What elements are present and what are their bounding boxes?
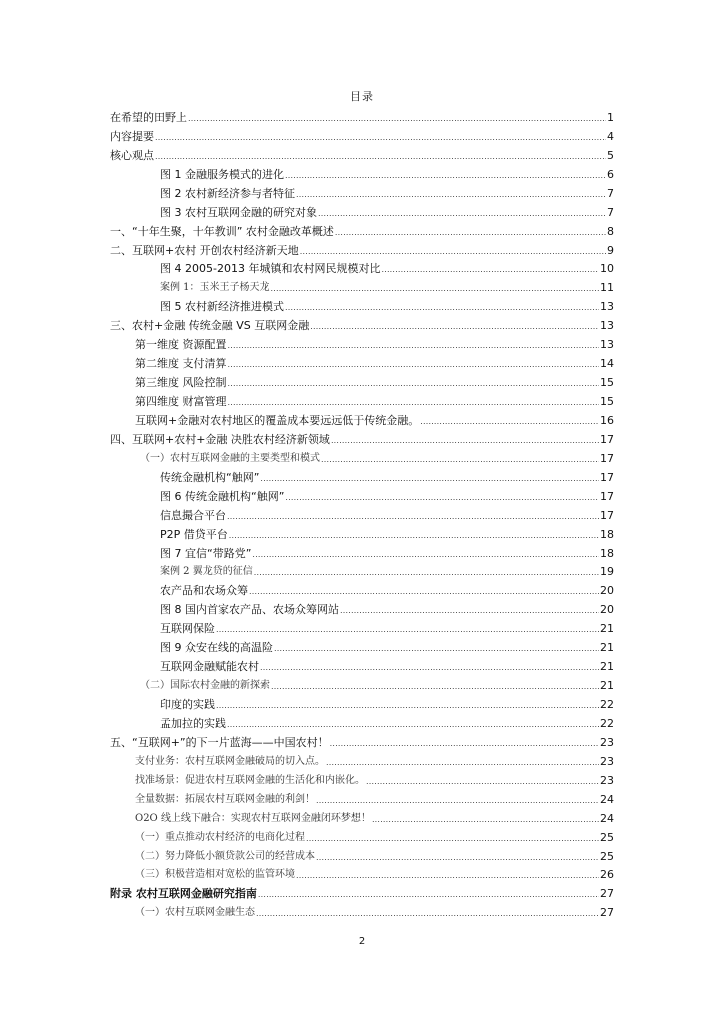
dot-leader (285, 302, 599, 314)
toc-entry-label: 第二维度 支付清算 (135, 357, 227, 371)
toc-entry[interactable] (110, 882, 614, 901)
dot-leader (296, 189, 606, 201)
dot-leader (296, 870, 599, 882)
toc-entry-label: 案例 1：玉米王子杨天龙 (160, 282, 270, 294)
toc-entry-page: 21 (600, 679, 614, 693)
toc-entry-page: 17 (600, 470, 614, 484)
toc-entry-label: 附录 农村互联网金融研究指南 (110, 887, 257, 901)
toc-entry[interactable] (110, 845, 614, 864)
toc-entry-label: 孟加拉的实践 (160, 716, 226, 730)
toc-entry-page: 17 (600, 489, 614, 503)
toc-entry[interactable] (110, 523, 614, 542)
toc-entry-label: 四、互联网+农村+金融 决胜农村经济新领域 (110, 432, 330, 446)
toc-entry[interactable] (110, 788, 614, 807)
toc-entry-label: 二、互联网+农村 开创农村经济新天地 (110, 243, 299, 257)
dot-leader (330, 738, 599, 750)
dot-leader (228, 378, 600, 390)
toc-entry-page: 20 (600, 584, 614, 598)
dot-leader (254, 567, 599, 579)
toc-entry[interactable] (110, 712, 614, 731)
toc-entry[interactable] (110, 561, 614, 580)
toc-entry-label: 案例 2 翼龙贷的征信 (160, 566, 253, 578)
toc-entry-label: 五、“互联网+”的下一片蓝海——中国农村！ (110, 735, 329, 749)
toc-entry-label: 全量数据：拓展农村互联网金融的利剑！ (135, 793, 315, 805)
dot-leader (155, 132, 606, 144)
toc-entry-label: 印度的实践 (160, 698, 215, 711)
toc-entry[interactable] (110, 636, 614, 655)
toc-entry[interactable] (110, 485, 614, 504)
toc-entry-page: 17 (600, 508, 614, 522)
toc-entry-label: （一）重点推动农村经济的电商化过程 (135, 831, 305, 843)
toc-entry-page: 18 (600, 527, 614, 541)
toc-title: 目录 (350, 90, 374, 103)
toc-entry[interactable] (110, 333, 614, 352)
page-number: 2 (358, 936, 366, 947)
dot-leader (318, 208, 606, 220)
dot-leader (420, 416, 599, 428)
toc-entry-page: 20 (600, 603, 614, 617)
toc-entry-label: 图 8 国内首家农产品、农场众筹网站 (160, 603, 339, 617)
toc-entry-label: （一）农村互联网金融的主要类型和模式 (140, 452, 320, 464)
dot-leader (274, 643, 599, 655)
toc-entry-page: 11 (600, 281, 614, 295)
toc-entry[interactable] (110, 466, 614, 485)
dot-leader (227, 511, 599, 523)
toc-entry-page: 15 (600, 376, 614, 390)
toc-entry[interactable] (110, 542, 614, 561)
toc-entry-label: 互联网金融赋能农村 (160, 660, 259, 674)
toc-entry-label: （一）农村互联网金融生态 (135, 907, 255, 919)
dot-leader (256, 908, 599, 920)
toc-entry-page: 13 (600, 338, 614, 352)
toc-entry-label: （三）积极营造相对宽松的监管环境 (135, 869, 295, 881)
toc-entry-page: 7 (607, 205, 614, 219)
toc-entry-page: 27 (600, 906, 614, 920)
toc-entry[interactable] (110, 428, 614, 447)
toc-entry[interactable] (110, 220, 614, 239)
dot-leader (188, 113, 606, 125)
toc-entry-page: 25 (600, 849, 614, 863)
toc-entry-page: 7 (607, 186, 614, 200)
toc-entry-label: 第四维度 财富管理 (135, 395, 227, 408)
toc-entry-page: 21 (600, 660, 614, 674)
dot-leader (258, 889, 599, 901)
toc-entry[interactable] (110, 352, 614, 371)
toc-entry-page: 21 (600, 622, 614, 636)
toc-entry-page: 13 (600, 319, 614, 333)
toc-entry-label: 图 7 宜信“带路党” (160, 546, 252, 560)
toc-entry-label: 三、农村+金融 传统金融 VS 互联网金融 (110, 319, 310, 333)
toc-entry-label: 图 9 众安在线的高温险 (160, 641, 273, 655)
dot-leader (366, 776, 599, 788)
toc-entry-page: 22 (600, 716, 614, 730)
toc-entry[interactable] (110, 163, 614, 182)
toc-entry-label: 第三维度 风险控制 (135, 376, 227, 390)
toc-entry[interactable] (110, 693, 614, 712)
dot-leader (229, 530, 599, 542)
dot-leader (216, 624, 599, 636)
toc-entry-label: 图 5 农村新经济推进模式 (160, 300, 284, 314)
toc-entry-page: 25 (600, 830, 614, 844)
toc-entry[interactable] (110, 295, 614, 314)
dot-leader (300, 246, 606, 258)
toc-entry[interactable] (110, 447, 614, 466)
toc-entry-label: 信息撮合平台 (160, 508, 226, 522)
dot-leader (271, 283, 599, 295)
toc-entry-label: 在希望的田野上 (110, 110, 187, 124)
toc-entry-page: 5 (607, 148, 614, 162)
toc-entry[interactable] (110, 409, 614, 428)
dot-leader (316, 852, 599, 864)
dot-leader (260, 473, 599, 485)
dot-leader (228, 359, 600, 371)
toc-entry[interactable] (110, 769, 614, 788)
toc-entry-page: 18 (600, 546, 614, 560)
toc-entry-page: 17 (600, 451, 614, 465)
toc-entry[interactable] (110, 125, 614, 144)
toc-entry[interactable] (110, 504, 614, 523)
dot-leader (228, 340, 600, 352)
toc-entry-page: 15 (600, 395, 614, 408)
toc-entry[interactable] (110, 674, 614, 693)
dot-leader (340, 605, 599, 617)
toc-entry-label: （二）国际农村金融的新探索 (140, 680, 270, 692)
toc-entry-label: 互联网+金融对农村地区的覆盖成本要远远低于传统金融。 (135, 413, 420, 427)
toc-entry[interactable] (110, 106, 614, 125)
toc-entry-page: 26 (600, 868, 614, 882)
toc-entry[interactable] (110, 731, 614, 750)
toc-entry-label: 内容提要 (110, 129, 154, 143)
dot-leader (227, 719, 599, 731)
toc-entry-page: 23 (600, 773, 614, 787)
toc-entry-page: 14 (600, 357, 614, 371)
dot-leader (285, 170, 606, 182)
toc-entry-page: 19 (600, 565, 614, 579)
dot-leader (271, 681, 599, 693)
toc-entry-label: P2P 借贷平台 (160, 527, 228, 541)
toc-entry-label: 图 1 金融服务模式的进化 (160, 167, 284, 181)
toc-entry-label: 图 2 农村新经济参与者特征 (160, 186, 295, 200)
toc-entry-page: 17 (600, 432, 614, 446)
toc-entry[interactable] (110, 901, 614, 920)
toc-entry[interactable] (110, 182, 614, 201)
toc-entry-label: 农产品和农场众筹 (160, 584, 248, 598)
dot-leader (321, 454, 599, 466)
toc-entry[interactable] (110, 144, 614, 163)
dot-leader (285, 492, 599, 504)
toc-entry-page: 24 (600, 811, 614, 825)
toc-entry-label: （二）努力降低小额贷款公司的经营成本 (135, 850, 315, 862)
toc-entry-label: 图 6 传统金融机构“触网” (160, 489, 285, 503)
toc-entry-label: 找准场景：促进农村互联网金融的生活化和内嵌化。 (135, 774, 365, 786)
toc-entry-page: 9 (607, 243, 614, 257)
toc-entry-label: 传统金融机构“触网” (160, 470, 260, 484)
toc-entry[interactable] (110, 598, 614, 617)
toc-entry-page: 21 (600, 641, 614, 655)
toc-entry-label: 一、“十年生聚，十年教训” 农村金融改革概述 (110, 224, 334, 238)
dot-leader (381, 264, 599, 276)
toc-entry[interactable] (110, 314, 614, 333)
toc-entry[interactable] (110, 826, 614, 845)
toc-entry-page: 10 (600, 262, 614, 276)
dot-leader (216, 700, 599, 712)
toc-entry[interactable] (110, 579, 614, 598)
toc-entry[interactable] (110, 201, 614, 220)
dot-leader (260, 662, 599, 674)
dot-leader (335, 227, 606, 239)
dot-leader (155, 151, 606, 163)
dot-leader (326, 757, 599, 769)
dot-leader (306, 833, 599, 845)
toc-entry-label: 核心观点 (110, 148, 154, 162)
toc-entry-page: 22 (600, 698, 614, 711)
toc-entry[interactable] (110, 864, 614, 883)
toc-entry[interactable] (110, 239, 614, 258)
dot-leader (331, 435, 599, 447)
toc-entry-page: 1 (607, 110, 614, 124)
dot-leader (228, 397, 600, 409)
toc-entry[interactable] (110, 617, 614, 636)
toc-entry-page: 8 (607, 224, 614, 238)
toc-entry-page: 13 (600, 300, 614, 314)
toc-entry-page: 23 (600, 735, 614, 749)
toc-entry-label: 第一维度 资源配置 (135, 338, 227, 352)
toc-entry[interactable] (110, 276, 614, 295)
toc-entry[interactable] (110, 807, 614, 826)
toc-entry-label: 图 4 2005-2013 年城镇和农村网民规模对比 (160, 262, 381, 276)
toc-entry-label: O2O 线上线下融合：实现农村互联网金融闭环梦想！ (135, 812, 371, 824)
toc-entry[interactable] (110, 750, 614, 769)
toc-entry-page: 6 (607, 167, 614, 181)
toc-entry[interactable] (110, 390, 614, 409)
dot-leader (252, 549, 599, 561)
toc-entry-label: 支付业务：农村互联网金融破局的切入点。 (135, 755, 325, 767)
toc-entry-page: 24 (600, 792, 614, 806)
toc-entry-label: 图 3 农村互联网金融的研究对象 (160, 205, 317, 219)
table-of-contents (110, 106, 614, 920)
toc-entry[interactable] (110, 371, 614, 390)
toc-entry-page: 16 (600, 413, 614, 427)
dot-leader (310, 321, 599, 333)
toc-entry[interactable] (110, 655, 614, 674)
dot-leader (372, 814, 599, 826)
toc-entry-label: 互联网保险 (160, 622, 215, 636)
dot-leader (249, 586, 599, 598)
dot-leader (316, 795, 599, 807)
toc-entry-page: 23 (600, 754, 614, 768)
toc-entry-page: 4 (607, 129, 614, 143)
toc-entry[interactable] (110, 258, 614, 277)
toc-entry-page: 27 (600, 887, 614, 901)
